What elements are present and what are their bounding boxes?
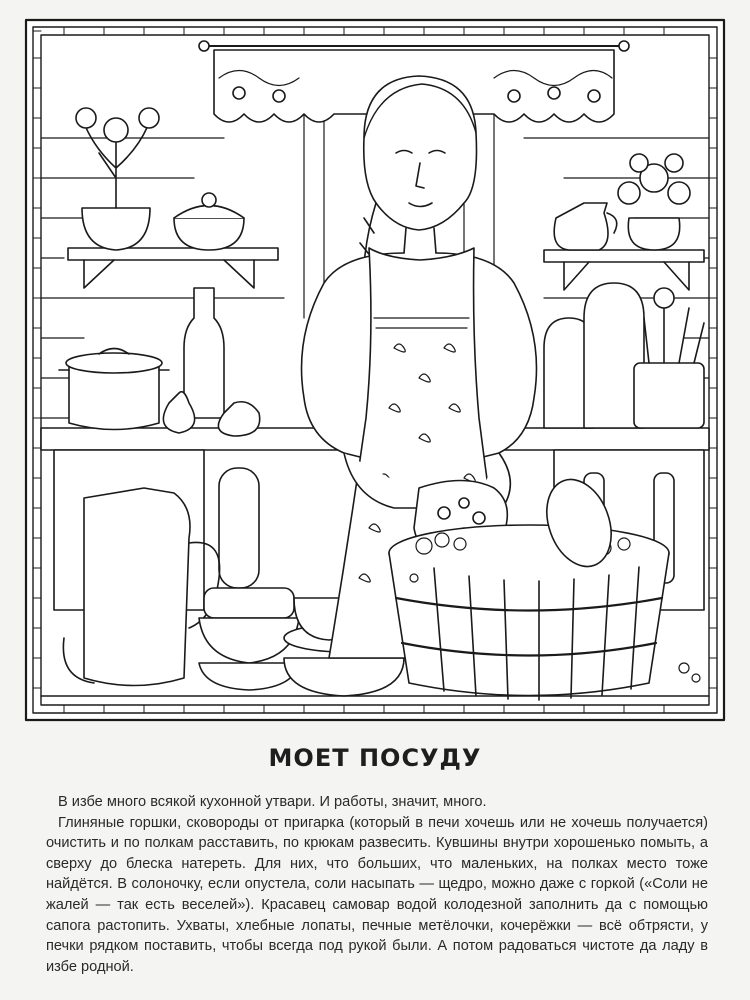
story-text: [46, 792, 708, 977]
story-paragraph: Глиняные горшки, сковороды от пригарка (который в печи хочешь или не хочешь получается) очистить и по полкам расставить, по крюкам развесить. Кувшины внутри хорошенько помыть, а сверху до блеска натереть. Для них, что больших, что маленьких, на полках место тоже найдётся. В солоночку, если опустела, соли насыпать — щедро, можно даже с горкой («Соли не жалей — так есть веселей»). Красавец самовар водой колодезной заполнить да с помощью сапога растопить. Ухваты, хлебные лопаты, печные метёлочки, кочерёжки — всё обтрясти, у печки рядком поставить, чтобы всегда под рукой были. А потом радоваться чистоте да ладу в избе родной.: [46, 814, 708, 975]
page-title: МОЕТ ПОСУДУ: [268, 744, 482, 772]
coloring-illustration: [24, 18, 726, 722]
story-paragraph: В избе много всякой кухонной утвари. И работы, значит, много.: [58, 794, 487, 810]
